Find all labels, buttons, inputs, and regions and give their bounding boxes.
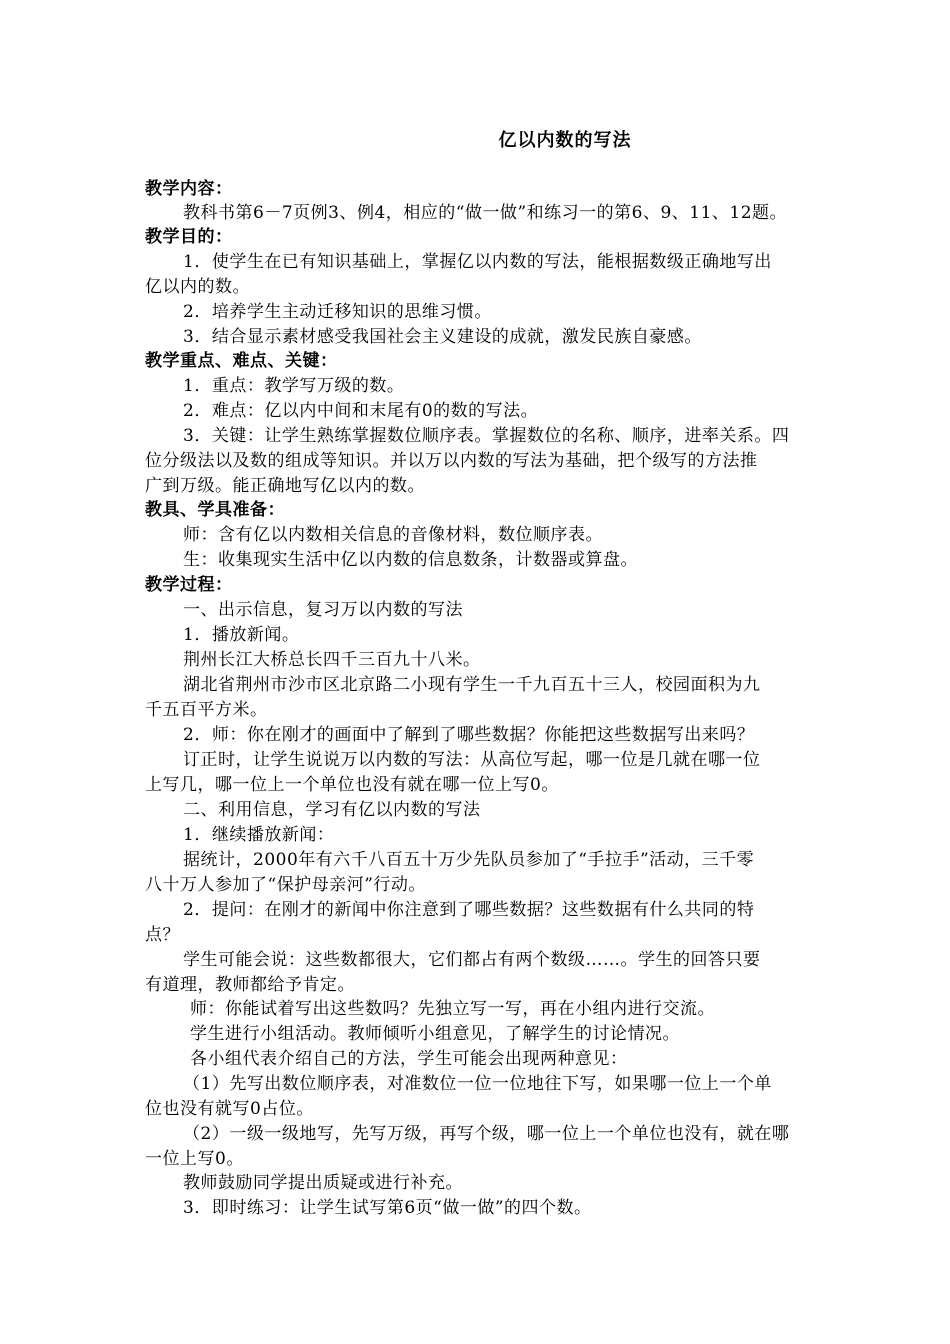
heading-content: 教学内容： (145, 179, 233, 199)
paragraph-line: 1．重点：教学写万级的数。 (183, 376, 405, 396)
paragraph-line: 各小组代表介绍自己的方法，学生可能会出现两种意见： (190, 1049, 628, 1069)
paragraph-line: 教科书第6－7页例3、例4，相应的“做一做”和练习一的第6、9、11、12题。 (183, 203, 788, 223)
paragraph-line: 2．提问：在刚才的新闻中你注意到了哪些数据？这些数据有什么共同的特 (183, 900, 755, 920)
paragraph-line: 据统计，2000年有六千八百五十万少先队员参加了“手拉手”活动，三千零 (183, 850, 755, 870)
paragraph-line: 亿以内的数。 (145, 277, 250, 297)
paragraph-line: 1．播放新闻。 (183, 625, 300, 645)
paragraph-line: 湖北省荆州市沙市区北京路二小现有学生一千九百五十三人，校园面积为九 (183, 675, 761, 695)
paragraph-line: 3．即时练习：让学生试写第6页“做一做”的四个数。 (183, 1198, 592, 1218)
paragraph-line: 千五百平方米。 (145, 700, 268, 720)
paragraph-line: 教师鼓励同学提出质疑或进行补充。 (183, 1173, 463, 1193)
paragraph-line: 3．关键：让学生熟练掌握数位顺序表。掌握数位的名称、顺序，进率关系。四 (183, 426, 790, 446)
paragraph-line: 2．难点：亿以内中间和末尾有0的数的写法。 (183, 401, 539, 421)
paragraph-line: 位也没有就写0占位。 (145, 1099, 314, 1119)
paragraph-line: 2．培养学生主动迁移知识的思维习惯。 (183, 302, 492, 322)
paragraph-line: （2）一级一级地写，先写万级，再写个级，哪一位上一个单位也没有，就在哪 (183, 1124, 790, 1144)
paragraph-line: 上写几，哪一位上一个单位也没有就在哪一位上写0。 (145, 775, 559, 795)
paragraph-line: 学生进行小组活动。教师倾听小组意见，了解学生的讨论情况。 (190, 1024, 680, 1044)
paragraph-line: 学生可能会说：这些数都很大，它们都占有两个数级……。学生的回答只要 (183, 950, 761, 970)
section-heading: 二、利用信息，学习有亿以内数的写法 (183, 800, 481, 820)
paragraph-line: 师：含有亿以内数相关信息的音像材料，数位顺序表。 (183, 525, 603, 545)
heading-key-points: 教学重点、难点、关键： (145, 351, 338, 371)
paragraph-line: 3．结合显示素材感受我国社会主义建设的成就，激发民族自豪感。 (183, 327, 702, 347)
paragraph-line: 点？ (145, 925, 180, 945)
paragraph-line: 一位上写0。 (145, 1149, 244, 1169)
paragraph-line: 2．师：你在刚才的画面中了解到了哪些数据？你能把这些数据写出来吗？ (183, 725, 755, 745)
paragraph-line: 1．使学生在已有知识基础上，掌握亿以内数的写法，能根据数级正确地写出 (183, 252, 772, 272)
paragraph-line: 八十万人参加了“保护母亲河”行动。 (145, 875, 426, 895)
paragraph-line: 位分级法以及数的组成等知识。并以万以内数的写法为基础，把个级写的方法推 (145, 451, 758, 471)
paragraph-line: 有道理，教师都给予肯定。 (145, 975, 355, 995)
section-heading: 一、出示信息，复习万以内数的写法 (183, 600, 463, 620)
paragraph-line: 师：你能试着写出这些数吗？先独立写一写，再在小组内进行交流。 (190, 999, 715, 1019)
heading-objectives: 教学目的： (145, 227, 233, 247)
heading-materials: 教具、学具准备： (145, 500, 285, 520)
paragraph-line: （1）先写出数位顺序表，对准数位一位一位地往下写，如果哪一位上一个单 (183, 1074, 772, 1094)
paragraph-line: 生：收集现实生活中亿以内数的信息数条，计数器或算盘。 (183, 550, 638, 570)
paragraph-line: 订正时，让学生说说万以内数的写法：从高位写起，哪一位是几就在哪一位 (183, 750, 761, 770)
document-title: 亿以内数的写法 (498, 130, 632, 151)
paragraph-line: 荆州长江大桥总长四千三百九十八米。 (183, 650, 481, 670)
heading-process: 教学过程： (145, 575, 233, 595)
paragraph-line: 1．继续播放新闻： (183, 825, 335, 845)
paragraph-line: 广到万级。能正确地写亿以内的数。 (145, 476, 425, 496)
